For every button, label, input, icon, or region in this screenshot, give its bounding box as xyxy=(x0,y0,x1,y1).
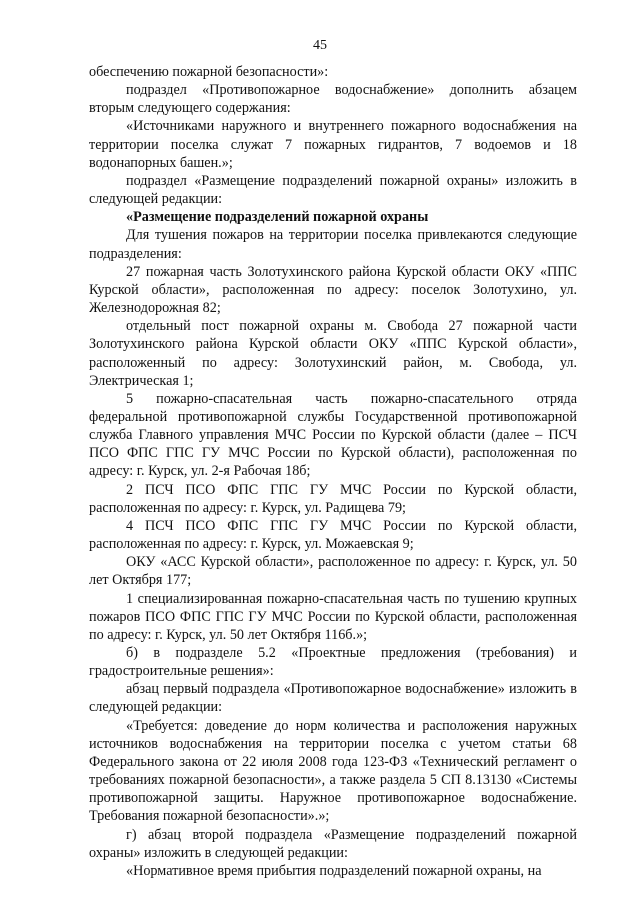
paragraph: отдельный пост пожарной охраны м. Свобода 27 пожарной части Золотухинского района Курской области ОКУ «ППС Курской области», расположенный по адресу: Золотухинский район, м. Свобода, ул. Электрическая 1; xyxy=(89,318,577,389)
paragraph: 27 пожарная часть Золотухинского района Курской области ОКУ «ППС Курской области», расположенная по адресу: поселок Золотухино, ул. Железнодорожная 82; xyxy=(89,263,577,317)
paragraph: 2 ПСЧ ПСО ФПС ГПС ГУ МЧС России по Курской области, расположенная по адресу: г. Курск, ул. Радищева 79; xyxy=(89,481,577,516)
section-heading: «Размещение подразделений пожарной охраны xyxy=(126,209,429,226)
paragraph: подраздел «Размещение подразделений пожарной охраны» изложить в следующей редакции: xyxy=(89,172,577,208)
paragraph: Для тушения пожаров на территории поселка привлекаются следующие подразделения: xyxy=(89,227,577,262)
paragraph: 1 специализированная пожарно-спасательная часть по тушению крупных пожаров ПСО ФПС ГПС ГУ МЧС России по Курской области, расположенная по адресу: г. Курск, ул. 50 лет Октября 116б.»; xyxy=(89,590,577,643)
paragraph: обеспечению пожарной безопасности»: xyxy=(89,64,329,80)
paragraph: б) в подразделе 5.2 «Проектные предложения (требования) и градостроительные решения»: xyxy=(89,645,577,680)
paragraph: «Требуется: доведение до норм количества и расположения наружных источников водоснабжения на территории поселка с учетом статьи 68 Федерального закона от 22 июля 2008 года 123-ФЗ «Технический регламент о требованиях пожарной безопасности», а также раздела 5 СП 8.13130 «Системы противопожарной защиты. Наружное противопожарное водоснабжение. Требования пожарной безопасности».»; xyxy=(89,717,577,825)
page-number: 45 xyxy=(313,38,327,53)
paragraph: подраздел «Противопожарное водоснабжение» дополнить абзацем вторым следующего содержания: xyxy=(89,82,577,117)
paragraph: «Источниками наружного и внутреннего пожарного водоснабжения на территории поселка служат 7 пожарных гидрантов, 7 водоемов и 18 водонапорных башен.»; xyxy=(89,118,577,171)
paragraph: г) абзац второй подраздела «Размещение подразделений пожарной охраны» изложить в следующей редакции: xyxy=(89,826,577,861)
paragraph: абзац первый подраздела «Противопожарное водоснабжение» изложить в следующей редакции: xyxy=(89,681,577,716)
paragraph: 5 пожарно-спасательная часть пожарно-спасательного отряда федеральной противопожарной службы Государственной противопожарной служба Главного управления МЧС России по Курской области (далее – ПСЧ ПСО ФПС ГПС ГУ МЧС России по Курской области), расположенная по адресу: г. Курск, ул. 2-я Рабочая 18б; xyxy=(89,390,577,480)
paragraph: ОКУ «АСС Курской области», расположенное по адресу: г. Курск, ул. 50 лет Октября 177; xyxy=(89,554,577,589)
paragraph: 4 ПСЧ ПСО ФПС ГПС ГУ МЧС России по Курской области, расположенная по адресу: г. Курск, ул. Можаевская 9; xyxy=(89,517,577,553)
document-text xyxy=(89,63,577,880)
paragraph: «Нормативное время прибытия подразделений пожарной охраны, на xyxy=(126,862,542,879)
